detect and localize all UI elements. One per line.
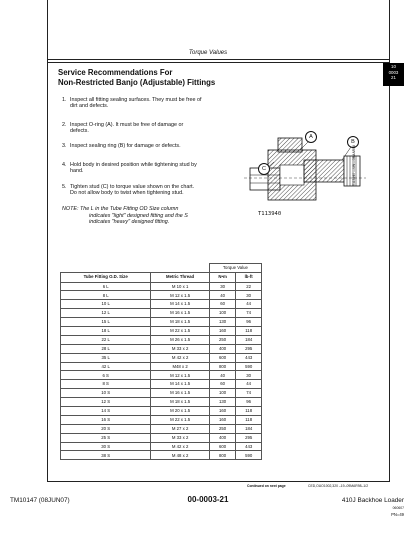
note-block xyxy=(62,206,188,226)
table-row xyxy=(61,362,262,371)
step-line: Inspect all fitting sealing surfaces. They must be free of xyxy=(70,97,202,103)
cell-thread: M 16 x 1.5 xyxy=(151,389,209,398)
table-row xyxy=(61,344,262,353)
steps-list xyxy=(62,97,274,204)
col-header-thread: Metric Thread xyxy=(151,273,209,283)
cell-nm: 250 xyxy=(209,424,235,433)
step-item xyxy=(62,184,274,204)
table-blank-header xyxy=(61,264,210,273)
cell-thread: M 12 x 1.5 xyxy=(151,291,209,300)
table-body xyxy=(61,282,262,460)
cell-size: 22 L xyxy=(61,335,151,344)
cell-lbft: 30 xyxy=(236,291,262,300)
cell-size: 18 L xyxy=(61,326,151,335)
continued-note: Continued on next page xyxy=(247,484,286,488)
cell-nm: 60 xyxy=(209,380,235,389)
torque-table xyxy=(60,263,262,460)
cell-nm: 40 xyxy=(209,371,235,380)
cell-lbft: 590 xyxy=(236,451,262,460)
cell-thread: M 22 x 1.5 xyxy=(151,415,209,424)
footer-code: CED,OUO1002,320 –19–09MAR98–1/2 xyxy=(308,484,369,488)
cell-lbft: 118 xyxy=(236,326,262,335)
table-row xyxy=(61,309,262,318)
step-number: 3. xyxy=(62,143,67,149)
table-row xyxy=(61,424,262,433)
cell-lbft: 44 xyxy=(236,380,262,389)
step-line: Inspect O-ring (A). It must be free of damage or xyxy=(70,122,184,128)
table-row xyxy=(61,380,262,389)
cell-size: 42 L xyxy=(61,362,151,371)
cell-thread: M 16 x 1.5 xyxy=(151,309,209,318)
table-row xyxy=(61,326,262,335)
cell-size: 6 S xyxy=(61,371,151,380)
callout-c xyxy=(258,163,270,175)
cell-lbft: 74 xyxy=(236,389,262,398)
table-row xyxy=(61,300,262,309)
cell-size: 15 L xyxy=(61,318,151,327)
step-line: Do not allow body to twist when tightening stud. xyxy=(70,190,184,197)
note-line: indicates "heavy" designed fitting. xyxy=(89,219,170,226)
cell-nm: 600 xyxy=(209,442,235,451)
cell-size: 6 L xyxy=(61,282,151,291)
table-row xyxy=(61,389,262,398)
table-row xyxy=(61,353,262,362)
cell-size: 35 L xyxy=(61,353,151,362)
cell-lbft: 74 xyxy=(236,309,262,318)
torque-value-header: Torque Value xyxy=(209,264,261,273)
cell-nm: 100 xyxy=(209,309,235,318)
table-row xyxy=(61,398,262,407)
cell-thread: M 48 x 2 xyxy=(151,451,209,460)
step-line: defects. xyxy=(70,128,89,135)
cell-nm: 800 xyxy=(209,451,235,460)
cell-thread: M 14 x 1.5 xyxy=(151,300,209,309)
callout-label: C xyxy=(262,166,266,172)
table-row xyxy=(61,282,262,291)
cell-nm: 40 xyxy=(209,291,235,300)
cell-lbft: 96 xyxy=(236,318,262,327)
table-row xyxy=(61,335,262,344)
cell-lbft: 96 xyxy=(236,398,262,407)
cell-lbft: 443 xyxy=(236,442,262,451)
cell-lbft: 22 xyxy=(236,282,262,291)
col-header-size: Tube Fitting O.D. Size xyxy=(61,273,151,283)
tab-line-1: 10 xyxy=(391,64,396,69)
footer-pn: PN=49 xyxy=(391,512,404,517)
table-row xyxy=(61,291,262,300)
heading-line-2: Non-Restricted Banjo (Adjustable) Fittings xyxy=(58,77,216,87)
cell-nm: 250 xyxy=(209,335,235,344)
table-row xyxy=(61,415,262,424)
cell-lbft: 184 xyxy=(236,424,262,433)
cell-lbft: 118 xyxy=(236,406,262,415)
note-line: indicates "light" designed fitting and the S xyxy=(89,212,188,219)
heading-line-1: Service Recommendations For xyxy=(58,68,173,77)
cell-thread: M 20 x 1.5 xyxy=(151,406,209,415)
note-line: NOTE: The L in the Tube Fitting OD Size column xyxy=(62,206,179,212)
cell-nm: 30 xyxy=(209,282,235,291)
footer-model: 410J Backhoe Loader xyxy=(341,497,404,504)
cell-nm: 400 xyxy=(209,433,235,442)
cell-nm: 130 xyxy=(209,398,235,407)
tab-line-2: 0003 xyxy=(388,69,399,75)
cell-lbft: 30 xyxy=(236,371,262,380)
step-item xyxy=(62,122,274,143)
cell-nm: 160 xyxy=(209,406,235,415)
table-row xyxy=(61,371,262,380)
cell-lbft: 295 xyxy=(236,344,262,353)
cell-thread: M 42 x 2 xyxy=(151,442,209,451)
cell-nm: 800 xyxy=(209,362,235,371)
cell-size: 30 S xyxy=(61,442,151,451)
cell-thread: M 27 x 2 xyxy=(151,424,209,433)
cell-lbft: 295 xyxy=(236,433,262,442)
cell-size: 8 S xyxy=(61,380,151,389)
table-row xyxy=(61,406,262,415)
cell-size: 8 L xyxy=(61,291,151,300)
section-tab xyxy=(383,63,404,86)
step-line: hand. xyxy=(70,168,84,175)
footer-date: 060607 xyxy=(392,506,404,510)
cell-lbft: 44 xyxy=(236,300,262,309)
cell-size: 25 S xyxy=(61,433,151,442)
cell-size: 10 S xyxy=(61,389,151,398)
cell-thread: M48 x 2 xyxy=(151,362,209,371)
cell-size: 14 S xyxy=(61,406,151,415)
cell-thread: M 12 x 1.5 xyxy=(151,371,209,380)
cell-nm: 60 xyxy=(209,300,235,309)
step-line: Hold body in desired position while tightening stud by xyxy=(70,162,197,168)
cell-thread: M 22 x 1.5 xyxy=(151,326,209,335)
cell-thread: M 33 x 2 xyxy=(151,433,209,442)
cell-nm: 130 xyxy=(209,318,235,327)
cell-lbft: 184 xyxy=(236,335,262,344)
cell-nm: 600 xyxy=(209,353,235,362)
figure-side-code: T113940 —UN—08MAR98 xyxy=(352,145,356,186)
col-header-nm: N•m xyxy=(209,273,235,283)
cell-size: 12 L xyxy=(61,309,151,318)
callout-a xyxy=(305,131,317,143)
footer-manual-id: TM10147 (08JUN07) xyxy=(10,497,70,504)
step-number: 2. xyxy=(62,122,67,128)
step-number: 1. xyxy=(62,97,67,103)
cell-thread: M 14 x 1.5 xyxy=(151,380,209,389)
callout-label: A xyxy=(309,134,313,140)
cell-lbft: 118 xyxy=(236,415,262,424)
step-line: Tighten stud (C) to torque value shown on the chart. xyxy=(70,184,195,190)
cell-thread: M 18 x 1.5 xyxy=(151,398,209,407)
tab-line-3: 21 xyxy=(391,75,396,81)
cell-thread: M 33 x 2 xyxy=(151,344,209,353)
table-row xyxy=(61,442,262,451)
cell-thread: M 42 x 2 xyxy=(151,353,209,362)
footer-page-code: 00-0003-21 xyxy=(187,495,229,504)
cell-thread: M 10 x 1 xyxy=(151,282,209,291)
table-row xyxy=(61,433,262,442)
step-number: 4. xyxy=(62,162,67,168)
cell-nm: 160 xyxy=(209,415,235,424)
step-line: Inspect sealing ring (B) for damage or defects. xyxy=(70,143,181,149)
figure-id: T113940 xyxy=(258,211,282,217)
cell-nm: 400 xyxy=(209,344,235,353)
table-row xyxy=(61,318,262,327)
cell-size: 20 S xyxy=(61,424,151,433)
cell-size: 10 L xyxy=(61,300,151,309)
page-header-title: Torque Values xyxy=(188,50,228,56)
step-line: dirt and defects. xyxy=(70,103,109,110)
cell-thread: M 18 x 1.5 xyxy=(151,318,209,327)
step-item xyxy=(62,162,274,184)
step-item xyxy=(62,97,274,122)
table-row xyxy=(61,451,262,460)
header-rule xyxy=(47,59,390,60)
cell-size: 38 S xyxy=(61,451,151,460)
cell-size: 12 S xyxy=(61,398,151,407)
cell-size: 16 S xyxy=(61,415,151,424)
cell-lbft: 590 xyxy=(236,362,262,371)
callout-label: B xyxy=(351,139,355,145)
cell-nm: 100 xyxy=(209,389,235,398)
cell-size: 28 L xyxy=(61,344,151,353)
section-heading xyxy=(58,68,215,87)
col-header-lbft: lb-ft xyxy=(236,273,262,283)
cell-thread: M 26 x 1.5 xyxy=(151,335,209,344)
step-number: 5. xyxy=(62,184,67,190)
step-item xyxy=(62,143,274,162)
cell-nm: 160 xyxy=(209,326,235,335)
cell-lbft: 443 xyxy=(236,353,262,362)
